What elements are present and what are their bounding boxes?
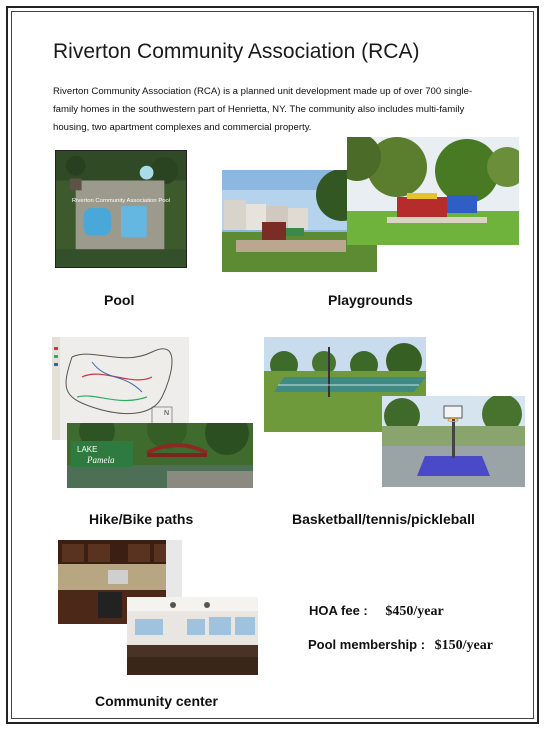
pool-membership-label: Pool membership :	[308, 637, 426, 652]
caption-center: Community center	[95, 693, 218, 709]
compass-letter: N	[164, 410, 170, 417]
pool-aerial-label: Riverton Community Association Pool	[71, 198, 171, 205]
intro-paragraph: Riverton Community Association (RCA) is a planned unit development made up of over 700 single-family homes in the southwestern part of Henrietta, NY. The community also includes multi-family housing, two apartment complexes and commercial property.	[53, 86, 473, 133]
lake-pamela-photo	[67, 423, 253, 488]
lake-sign-line2: Pamela	[87, 455, 115, 465]
pool-aerial-photo	[55, 150, 187, 268]
community-center-room-photo	[127, 597, 258, 675]
caption-courts: Basketball/tennis/pickleball	[292, 511, 475, 527]
page-title: Riverton Community Association (RCA)	[53, 40, 420, 63]
hoa-fee-label: HOA fee :	[309, 603, 368, 618]
pool-membership-row	[308, 637, 493, 654]
pool-membership-value: $150/year	[434, 638, 493, 653]
hoa-fee-row	[309, 603, 444, 620]
caption-playgrounds: Playgrounds	[328, 292, 413, 308]
playground-photo-back	[347, 137, 519, 245]
hoa-fee-value: $450/year	[385, 604, 444, 619]
caption-paths: Hike/Bike paths	[89, 511, 194, 527]
basketball-court-photo	[382, 396, 525, 487]
caption-pool: Pool	[104, 292, 135, 308]
lake-sign-line1: LAKE	[77, 445, 98, 454]
